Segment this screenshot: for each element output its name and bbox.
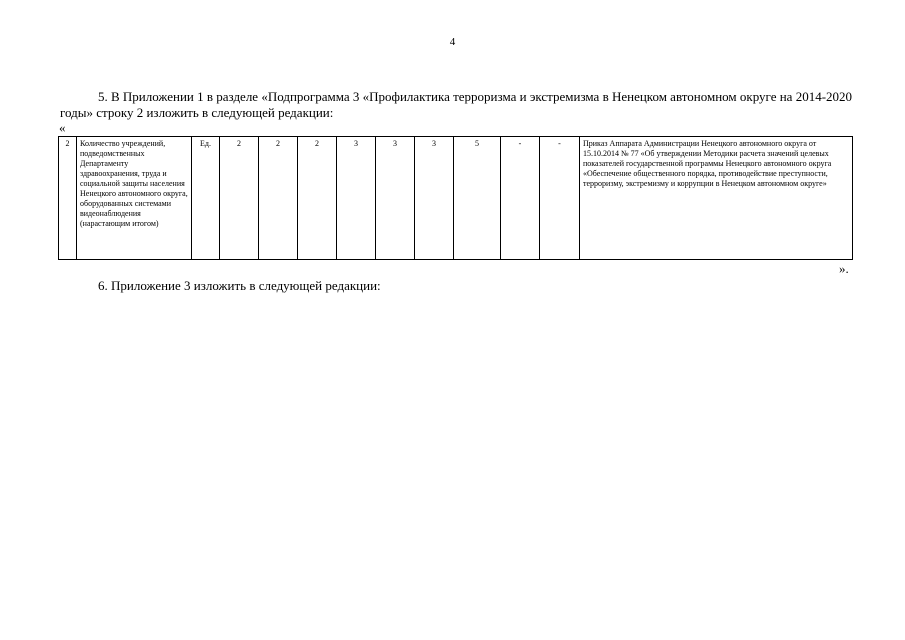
value-cell: 2 xyxy=(220,137,259,260)
indicator-name-cell: Количество учреждений, подведомственных Департаменту здравоохранения, труда и социальной защиты населения Ненецкого автономного округа, оборудованных системами видеонаблюдения (нарастающим итогом) xyxy=(77,137,192,260)
close-quote: ». xyxy=(839,261,849,276)
table-row xyxy=(59,137,853,260)
open-quote: « xyxy=(59,120,66,135)
source-cell: Приказ Аппарата Администрации Ненецкого автономного округа от 15.10.2014 № 77 «Об утверждении Методики расчета значений целевых показателей государственной программы Ненецкого автономного округа «Обеспечение общественного порядка, противодействие преступности, терроризму, экстремизму и коррупции в Ненецком автономном округе» xyxy=(580,137,853,260)
value-cell: 3 xyxy=(337,137,376,260)
indicator-table xyxy=(58,136,853,260)
paragraph-5 xyxy=(60,89,860,121)
paragraph-5-text: 5. В Приложении 1 в разделе «Подпрограмма 3 «Профилактика терроризма и экстремизма в Ненецком автономном округе на 2014-2020 годы» строку 2 изложить в следующей редакции: xyxy=(60,89,853,120)
value-cell: 3 xyxy=(376,137,415,260)
value-cell: 3 xyxy=(415,137,454,260)
value-cell: 5 xyxy=(454,137,501,260)
value-cell: 2 xyxy=(298,137,337,260)
value-cell: - xyxy=(540,137,580,260)
unit-cell: Ед. xyxy=(192,137,220,260)
row-number-cell: 2 xyxy=(59,137,77,260)
page-number: 4 xyxy=(449,36,456,48)
paragraph-6: 6. Приложение 3 изложить в следующей редакции: xyxy=(98,278,381,293)
value-cell: 2 xyxy=(259,137,298,260)
value-cell: - xyxy=(501,137,540,260)
